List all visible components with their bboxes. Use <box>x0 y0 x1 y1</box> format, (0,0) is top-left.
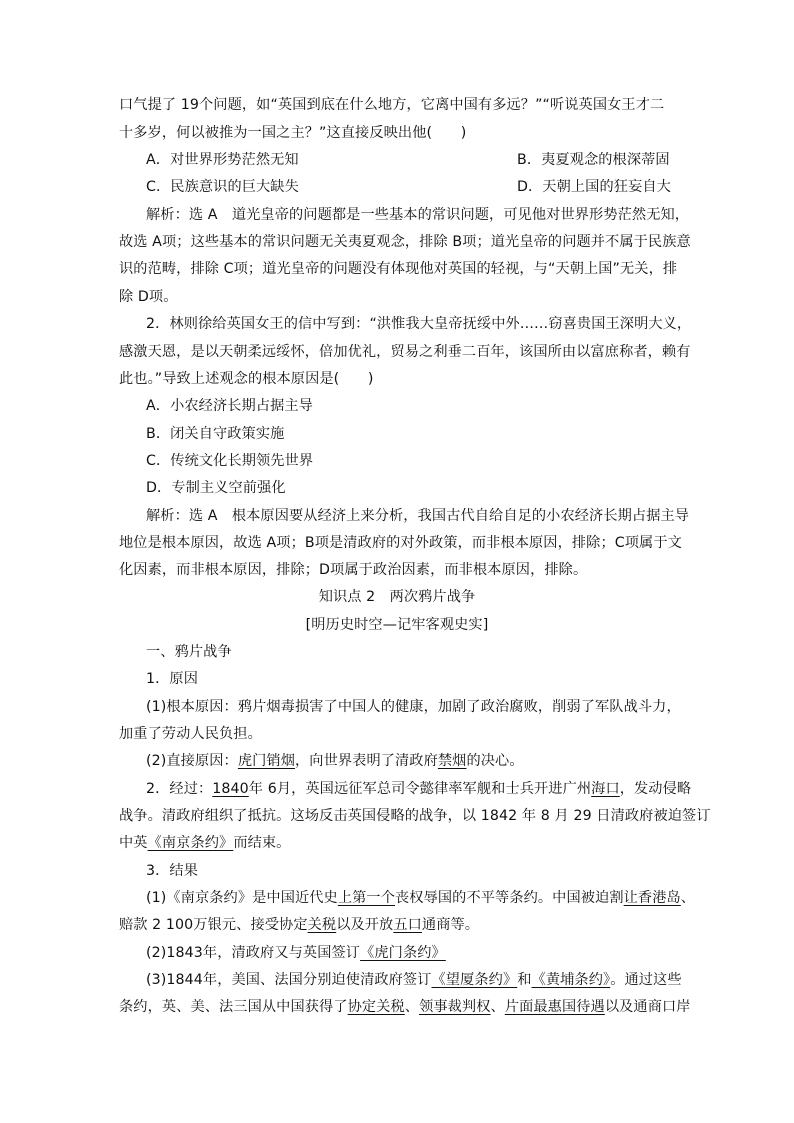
blank-treaty-nanjing: 《南京条约》 <box>147 835 234 851</box>
result-3-line-1 <box>146 970 682 990</box>
result-1b-suffix: 通商等。 <box>421 917 480 933</box>
result-2-line <box>146 943 446 963</box>
process-line-3-prefix: 中英 <box>119 835 148 851</box>
blank-consular-jurisdiction: 领事裁判权 <box>419 999 491 1015</box>
result-3-line-2 <box>119 997 691 1017</box>
blank-year-1840: 1840 <box>212 781 249 797</box>
q1-options-row-2 <box>146 177 671 197</box>
process-line-1 <box>146 779 691 799</box>
direct-cause-suffix: 的决心。 <box>466 753 524 769</box>
result-1-middle: 丧权辱国的不平等条约。中国被迫割 <box>395 890 624 906</box>
q1-option-a: A．对世界形势茫然无知 <box>146 152 299 168</box>
q2-option-a: A．小农经济长期占据主导 <box>146 398 313 414</box>
result-1-line-2 <box>119 915 479 935</box>
root-cause-line-2: 加重了劳动人民负担。 <box>119 726 262 742</box>
blank-agreed-tariff: 协定关税 <box>347 999 405 1015</box>
process-line-2: 战争。清政府组织了抵抗。这场反击英国侵略的战争，以 1842 年 8 月 29 日清政府被迫签订 <box>119 808 711 824</box>
item-title-results: 3．结果 <box>146 863 198 879</box>
result-3-suffix: 。通过这些 <box>610 972 682 988</box>
result-1-prefix: (1)《南京条约》是中国近代史 <box>146 890 338 906</box>
blank-treaty-whampoa: 《黄埔条约》 <box>531 972 611 988</box>
q2-option-d: D．专制主义空前强化 <box>146 480 286 496</box>
root-cause-line-1: (1)根本原因：鸦片烟毒损害了中国人的健康，加剧了政治腐败，削弱了军队战斗力， <box>146 699 681 715</box>
result-2-prefix: (2)1843年，清政府又与英国签订 <box>146 945 361 961</box>
section-subheading: [明历史时空—记牢客观史实] <box>305 617 489 633</box>
q1-option-c: C．民族意识的巨大缺失 <box>146 179 299 195</box>
q1-stem-line-1: 口气提了 19个问题，如“英国到底在什么地方，它离中国有多远？”“听说英国女王才二 <box>119 97 665 113</box>
q1-answer-line-2: 故选 A项；这些基本的常识问题无关夷夏观念，排除 B项；道光皇帝的问题并不属于民族意 <box>119 234 691 250</box>
q2-stem-line-3: 此也。”导致上述观念的根本原因是( ) <box>119 371 374 387</box>
q2-answer-line-3: 化因素，而非根本原因，排除；D项属于政治因素，而非根本原因，排除。 <box>119 562 588 578</box>
q2-option-b: B．闭关自守政策实施 <box>146 426 285 442</box>
result-3b-sep-2: 、 <box>490 999 505 1015</box>
process-line-3-suffix: 而结束。 <box>233 835 291 851</box>
blank-treaty-bogue: 《虎门条约》 <box>360 945 446 961</box>
direct-cause-prefix: (2)直接原因： <box>146 753 238 769</box>
result-3b-prefix: 条约，英、美、法三国从中国获得了 <box>119 999 348 1015</box>
q1-answer-line-1: 解析：选 A 道光皇帝的问题都是一些基本的常识问题，可见他对世界形势茫然无知， <box>146 207 690 223</box>
process-line-3 <box>119 833 290 853</box>
process-middle: 年 6月，英国远征军总司令懿律率军舰和士兵开进广州 <box>248 781 592 797</box>
item-title-causes: 1．原因 <box>146 671 198 687</box>
result-3-middle: 和 <box>517 972 532 988</box>
q2-stem-line-2: 感激天恩，是以天朝柔远绥怀，倍加优礼，贸易之利垂二百年，该国所由以富庶称者，赖有 <box>119 344 691 360</box>
blank-treaty-wangxia: 《望厦条约》 <box>431 972 518 988</box>
direct-cause-middle: ，向世界表明了清政府 <box>295 753 438 769</box>
blank-humen-destruction: 虎门销烟 <box>237 753 295 769</box>
section-heading: 知识点 2 两次鸦片战争 <box>318 589 476 605</box>
q1-option-d: D．天朝上国的狂妄自大 <box>517 179 671 195</box>
blank-most-favored-nation: 片面最惠国待遇 <box>504 999 605 1015</box>
direct-cause-line <box>146 751 524 771</box>
process-prefix: 2．经过： <box>146 781 213 797</box>
part-title-opium-war: 一、鸦片战争 <box>146 644 232 660</box>
q1-option-b: B．夷夏观念的根深蒂固 <box>517 152 670 168</box>
process-suffix: ，发动侵略 <box>619 781 692 797</box>
result-3b-suffix: 以及通商口岸 <box>604 999 691 1015</box>
result-3b-sep-1: 、 <box>404 999 420 1015</box>
q2-answer-line-2: 地位是根本原因，故选 A项；B项是清政府的对外政策，而非根本原因，排除；C项属于文 <box>119 535 682 551</box>
q2-stem-line-1: 2．林则徐给英国女王的信中写到：“洪惟我大皇帝抚绥中外……窃喜贵国王深明大义， <box>146 316 692 332</box>
result-1b-prefix: 赔款 2 100万银元、接受协定 <box>119 917 308 933</box>
blank-ban-opium: 禁烟 <box>437 753 467 769</box>
blank-first: 上第一个 <box>337 890 396 906</box>
q1-options-row-1 <box>146 150 670 170</box>
result-1b-middle: 以及开放 <box>336 917 394 933</box>
blank-tariff: 关税 <box>307 917 337 933</box>
q2-answer-line-1: 解析：选 A 根本原因要从经济上来分析，我国古代自给自足的小农经济长期占据主导 <box>146 508 690 524</box>
q2-option-c: C．传统文化长期领先世界 <box>146 453 314 469</box>
q1-answer-line-3: 识的范畴，排除 C项；道光皇帝的问题没有体现他对英国的轻视，与“天朝上国”无关，排 <box>119 261 678 277</box>
blank-five-ports: 五口 <box>393 917 422 933</box>
result-3-prefix: (3)1844年，美国、法国分别迫使清政府签订 <box>146 972 432 988</box>
result-1-suffix: 、 <box>680 890 696 906</box>
q1-answer-line-4: 除 D项。 <box>119 289 178 305</box>
q1-stem-line-2: 十多岁，何以被推为一国之主？”这直接反映出他( ) <box>119 125 467 141</box>
blank-seaport: 海口 <box>591 781 620 797</box>
result-1-line-1 <box>146 888 695 908</box>
blank-hong-kong: 让香港岛 <box>623 890 681 906</box>
